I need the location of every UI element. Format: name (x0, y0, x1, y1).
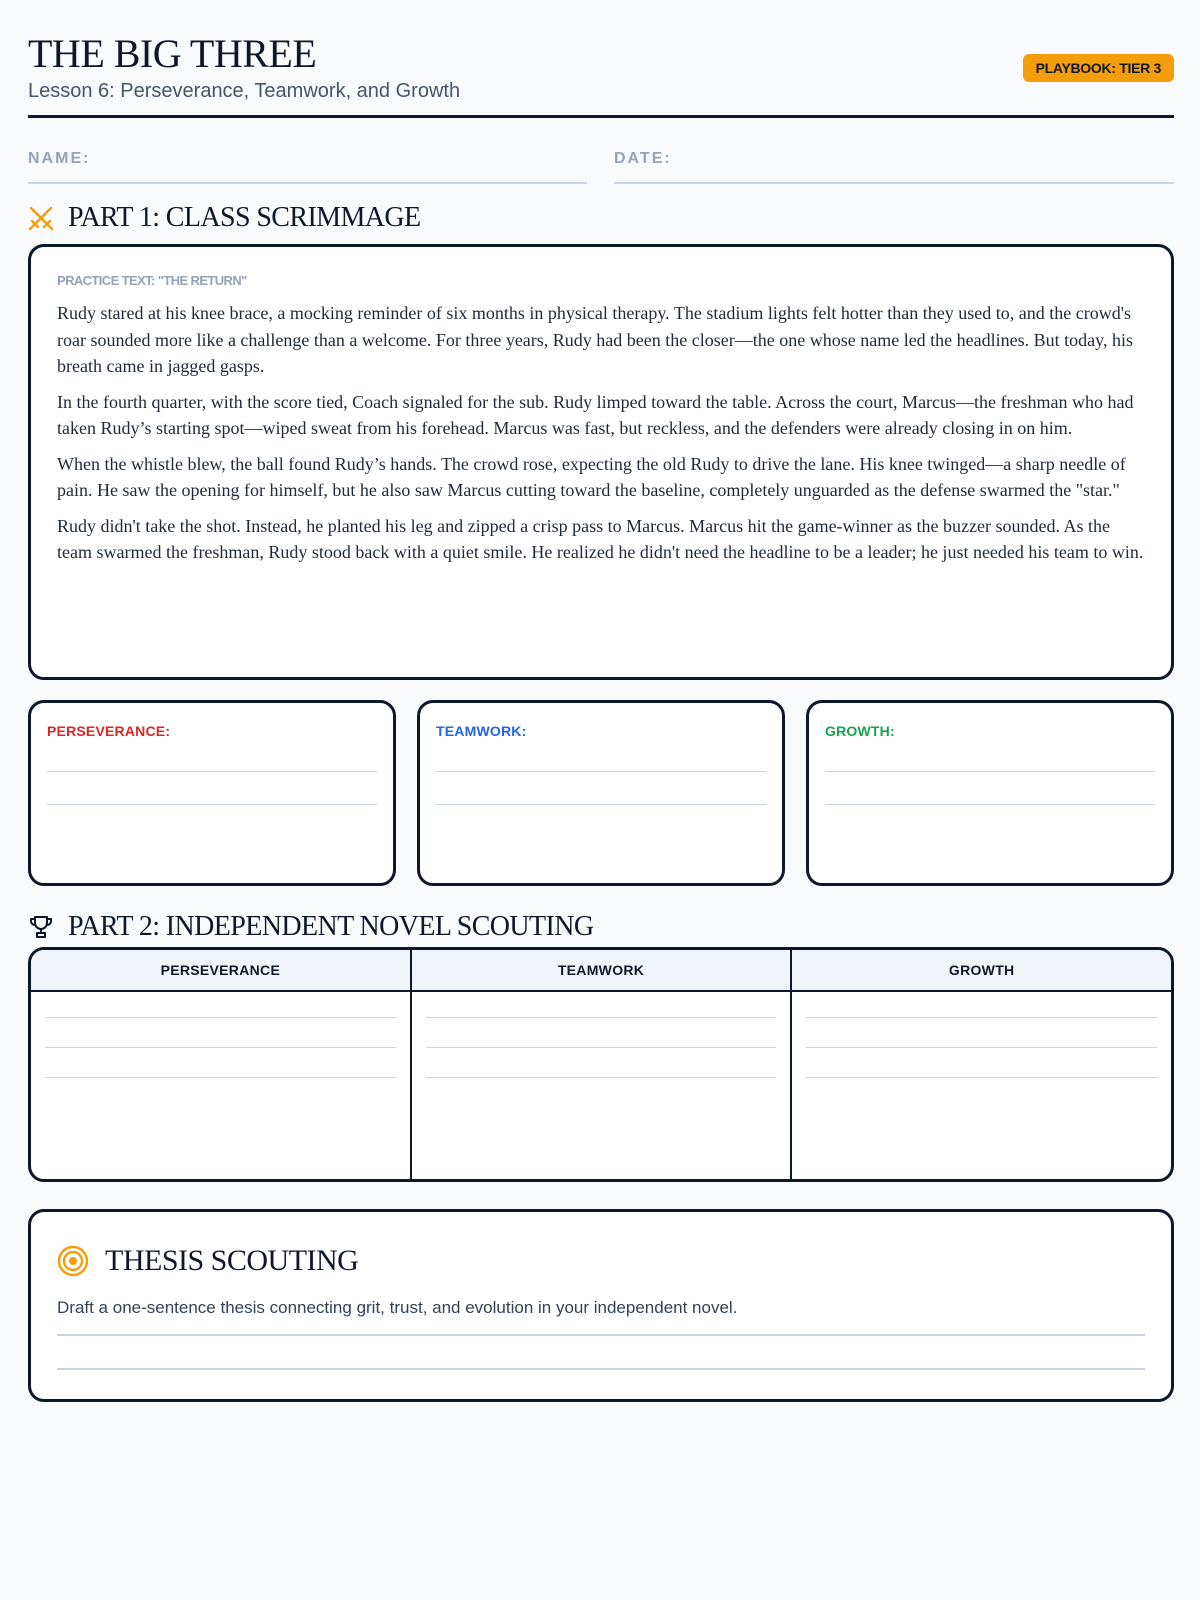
passage-paragraph: Rudy didn't take the shot. Instead, he planted his leg and zipped a crisp pass to Marcus. Marcus hit the game-winner as the buzzer sounded. As the team swarmed the freshman, Rudy stood back with a quiet smile. He realized he didn't need the headline to be a leader; he just needed his team to win. (57, 515, 1144, 562)
passage-paragraph: When the whistle blew, the ball found Rudy’s hands. The crowd rose, expecting the old Rudy to drive the lane. His knee twinged—a sharp needle of pain. He saw the opening for himself, but he also saw Marcus cutting toward the baseline, completely unguarded as the defense swarmed the "star." (57, 453, 1126, 500)
writing-line (47, 771, 377, 772)
writing-line (806, 1017, 1157, 1018)
table-header (31, 950, 1171, 992)
writing-line (45, 1017, 396, 1018)
passage-paragraph: Rudy stared at his knee brace, a mocking reminder of six months in physical therapy. The stadium lights felt hotter than they used to, and the crowd's roar sounded more like a challenge than a welcome. For three years, Rudy had been the closer—the one whose name led the headlines. But today, his breath came in jagged gasps. (57, 303, 1133, 376)
novel-scouting-table (28, 947, 1174, 1182)
growth-answer-box[interactable] (806, 700, 1174, 886)
writing-line (436, 771, 766, 772)
crossed-swords-icon (28, 205, 54, 231)
thesis-writing-line[interactable] (57, 1368, 1145, 1370)
perseverance-answer-box[interactable] (28, 700, 396, 886)
perseverance-cell[interactable] (31, 992, 410, 1180)
perseverance-label: PERSEVERANCE: (47, 723, 171, 739)
thesis-scouting-box (28, 1209, 1174, 1402)
part2-title: PART 2: INDEPENDENT NOVEL SCOUTING (68, 911, 594, 942)
writing-line (806, 1077, 1157, 1078)
target-icon (57, 1245, 89, 1277)
part1-title: PART 1: CLASS SCRIMMAGE (68, 202, 421, 233)
thesis-prompt: Draft a one-sentence thesis connecting grit, trust, and evolution in your independent novel. (57, 1298, 738, 1317)
part2-heading (28, 909, 594, 945)
writing-line (426, 1047, 777, 1048)
writing-line (806, 1047, 1157, 1048)
trophy-icon (28, 914, 54, 940)
writing-line (825, 771, 1155, 772)
thesis-writing-line[interactable] (57, 1334, 1145, 1336)
worksheet-header (28, 31, 1174, 118)
tier-badge: PLAYBOOK: TIER 3 (1023, 54, 1174, 82)
column-header-perseverance: PERSEVERANCE (160, 962, 281, 978)
writing-line (45, 1077, 396, 1078)
teamwork-answer-box[interactable] (417, 700, 785, 886)
teamwork-cell[interactable] (410, 992, 791, 1180)
writing-line (426, 1017, 777, 1018)
lesson-subtitle: Lesson 6: Perseverance, Teamwork, and Growth (28, 80, 461, 102)
practice-text-box (28, 244, 1174, 680)
thesis-heading (57, 1242, 1145, 1280)
name-field[interactable] (28, 150, 587, 184)
writing-line (426, 1077, 777, 1078)
teamwork-label: TEAMWORK: (436, 723, 527, 739)
date-label: DATE: (614, 150, 672, 167)
table-row (31, 992, 1171, 1180)
thesis-title: THESIS SCOUTING (105, 1244, 359, 1277)
part1-heading (28, 200, 421, 236)
growth-label: GROWTH: (825, 723, 895, 739)
writing-line (45, 1047, 396, 1048)
page-title: THE BIG THREE (28, 31, 317, 76)
practice-text-label: PRACTICE TEXT: "THE RETURN" (57, 273, 247, 288)
column-header-growth: GROWTH (790, 950, 1171, 990)
growth-cell[interactable] (790, 992, 1171, 1180)
name-label: NAME: (28, 150, 91, 167)
writing-line (436, 804, 766, 805)
writing-line (47, 804, 377, 805)
date-field[interactable] (614, 150, 1174, 184)
writing-line (825, 804, 1155, 805)
column-header-teamwork: TEAMWORK (410, 950, 791, 990)
passage-paragraph: In the fourth quarter, with the score tied, Coach signaled for the sub. Rudy limped toward the table. Across the court, Marcus—the freshman who had taken Rudy’s starting spot—wiped sweat from his forehead. Marcus was fast, but reckless, and the defenders were already closing in on him. (57, 391, 1134, 438)
